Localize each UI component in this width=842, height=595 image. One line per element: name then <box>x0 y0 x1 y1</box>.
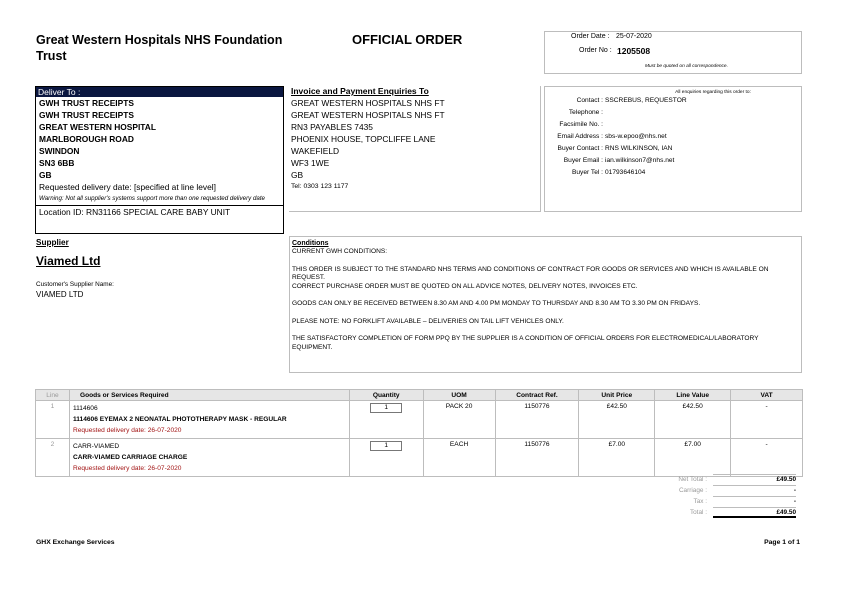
deliver-line: GREAT WESTERN HOSPITAL <box>39 122 156 132</box>
item-description: CARR-VIAMED CARRIAGE CHARGE <box>72 454 188 461</box>
requested-delivery-date: Requested delivery date: [specified at line level] <box>39 182 216 192</box>
line-number: 1 <box>36 401 70 439</box>
order-lines-table <box>35 389 803 477</box>
contract-ref-value: 1150776 <box>495 401 579 439</box>
col-header-vat: VAT <box>731 390 803 401</box>
col-header-contract-ref: Contract Ref. <box>495 390 579 401</box>
invoice-header: Invoice and Payment Enquiries To <box>291 86 429 96</box>
contact-value: ian.wilkinson7@nhs.net <box>605 157 675 164</box>
invoice-line: PHOENIX HOUSE, TOPCLIFFE LANE <box>291 134 436 144</box>
contact-intro: All enquiries regarding this order to: <box>675 90 751 95</box>
invoice-telephone: Tel: 0303 123 1177 <box>291 183 349 190</box>
conditions-paragraph: THE SATISFACTORY COMPLETION OF FORM PPQ BY THE SUPPLIER IS A CONDITION OF OFFICIAL ORDERS FOR ELECTROMEDICAL/LABORATORY EQUIPMENT. <box>292 335 759 351</box>
supplier-name: Viamed Ltd <box>36 254 101 268</box>
order-no-value: 1205508 <box>617 46 651 56</box>
deliver-line: GB <box>39 170 52 180</box>
table-row <box>36 439 803 477</box>
invoice-line: WF3 1WE <box>291 158 330 168</box>
quote-note: Must be quoted on all correspondence. <box>645 64 728 69</box>
col-header-goods: Goods or Services Required <box>69 390 349 401</box>
carriage-value: - <box>713 485 796 496</box>
order-date-value: 25-07-2020 <box>616 33 652 40</box>
invoice-line: GB <box>291 170 304 180</box>
customer-supplier-label: Customer's Supplier Name: <box>36 281 114 288</box>
invoice-line: GREAT WESTERN HOSPITALS NHS FT <box>291 110 445 120</box>
supplier-header: Supplier <box>36 238 69 247</box>
carriage-label: Carriage : <box>678 487 707 494</box>
contact-row <box>545 95 801 107</box>
total-label: Total : <box>689 509 707 516</box>
totals-row-tax <box>560 496 802 507</box>
deliver-line: SWINDON <box>39 146 80 156</box>
contact-box <box>544 86 802 212</box>
conditions-header: Conditions <box>292 240 329 247</box>
net-total-value: £49.50 <box>713 474 796 485</box>
conditions-box <box>289 236 802 373</box>
net-total-label: Net Total : <box>678 476 707 483</box>
deliver-line: MARLBOROUGH ROAD <box>39 134 134 144</box>
col-header-quantity: Quantity <box>349 390 423 401</box>
location-id: Location ID: RN31166 SPECIAL CARE BABY UNIT <box>36 205 283 218</box>
conditions-paragraph: GOODS CAN ONLY BE RECEIVED BETWEEN 8.30 AM AND 4.00 PM MONDAY TO THURSDAY AND 8.30 AM TO 3.30 PM ON FRIDAYS. <box>292 300 701 307</box>
table-row <box>36 401 803 439</box>
item-requested-date: Requested delivery date: 26-07-2020 <box>72 427 182 434</box>
invoice-line: RN3 PAYABLES 7435 <box>291 122 373 132</box>
organisation-name: Great Western Hospitals NHS Foundation Trust <box>36 33 283 63</box>
deliver-line: SN3 6BB <box>39 158 75 168</box>
invoice-line: GREAT WESTERN HOSPITALS NHS FT <box>291 98 445 108</box>
contact-label: Telephone : <box>568 109 603 116</box>
deliver-to-header: Deliver To : <box>36 87 283 97</box>
contact-label: Buyer Tel : <box>571 169 603 176</box>
tax-value: - <box>713 496 796 507</box>
contact-row <box>545 143 801 155</box>
quantity-value: 1 <box>370 441 402 451</box>
line-value: £42.50 <box>655 401 731 439</box>
contact-row <box>545 119 801 131</box>
contact-value: 01793646104 <box>605 169 646 176</box>
uom-value: PACK 20 <box>423 401 495 439</box>
goods-cell <box>69 401 349 439</box>
contact-value: SSCREBUS, REQUESTOR <box>605 97 687 104</box>
quantity-cell <box>349 439 423 477</box>
item-description: 1114606 EYEMAX 2 NEONATAL PHOTOTHERAPY MASK - REGULAR <box>72 416 287 423</box>
deliver-to-box <box>35 86 284 234</box>
uom-value: EACH <box>423 439 495 477</box>
contact-label: Buyer Contact : <box>557 145 603 152</box>
delivery-warning: Warning: Not all supplier's systems support more than one requested delivery date <box>39 195 265 202</box>
contact-label: Email Address : <box>557 133 603 140</box>
tax-label: Tax : <box>693 498 707 505</box>
item-requested-date: Requested delivery date: 26-07-2020 <box>72 465 182 472</box>
deliver-line: GWH TRUST RECEIPTS <box>39 98 134 108</box>
order-info-box <box>544 31 802 74</box>
vat-value: - <box>731 439 803 477</box>
contact-label: Contact : <box>576 97 603 104</box>
conditions-paragraph: PLEASE NOTE: NO FORKLIFT AVAILABLE – DELIVERIES ON TAIL LIFT VEHICLES ONLY. <box>292 317 564 325</box>
conditions-paragraph: THIS ORDER IS SUBJECT TO THE STANDARD NHS TERMS AND CONDITIONS OF CONTRACT FOR GOODS OR SERVICES AND WHICH IS AVAILABLE ON REQUEST. CORRECT PURCHASE ORDER MUST BE QUOTED ON ALL ADVICE NOTES, DELIVERY NOTES, INVOICES ETC. <box>292 265 769 290</box>
deliver-line: GWH TRUST RECEIPTS <box>39 110 134 120</box>
totals-row-carriage <box>560 485 802 496</box>
contact-label: Facsimile No. : <box>559 121 603 128</box>
total-value: £49.50 <box>713 507 796 518</box>
line-value: £7.00 <box>655 439 731 477</box>
totals-block <box>560 474 802 518</box>
col-header-line-value: Line Value <box>655 390 731 401</box>
invoice-line: WAKEFIELD <box>291 146 340 156</box>
item-code: CARR-VIAMED <box>72 443 120 450</box>
unit-price-value: £42.50 <box>579 401 655 439</box>
page-number: Page 1 of 1 <box>764 539 800 546</box>
quantity-value: 1 <box>370 403 402 413</box>
goods-cell <box>69 439 349 477</box>
unit-price-value: £7.00 <box>579 439 655 477</box>
order-date-label: Order Date : <box>571 33 610 40</box>
col-header-unit-price: Unit Price <box>579 390 655 401</box>
contact-value: sbs-w.epoo@nhs.net <box>605 133 667 140</box>
contact-row <box>545 155 801 167</box>
contact-row <box>545 107 801 119</box>
contact-value: RNS WILKINSON, IAN <box>605 145 673 152</box>
table-header-row <box>36 390 803 401</box>
item-code: 1114606 <box>72 405 98 412</box>
vat-value: - <box>731 401 803 439</box>
contact-row <box>545 131 801 143</box>
order-no-label: Order No : <box>579 47 612 54</box>
contract-ref-value: 1150776 <box>495 439 579 477</box>
totals-row-net <box>560 474 802 485</box>
line-number: 2 <box>36 439 70 477</box>
col-header-uom: UOM <box>423 390 495 401</box>
quantity-cell <box>349 401 423 439</box>
document-title: OFFICIAL ORDER <box>352 32 463 47</box>
contact-row <box>545 167 801 179</box>
invoice-box <box>289 86 541 212</box>
customer-supplier-name: VIAMED LTD <box>36 290 84 299</box>
totals-row-total <box>560 507 802 518</box>
contact-label: Buyer Email : <box>563 157 603 164</box>
col-header-line: Line <box>36 390 70 401</box>
conditions-paragraph: CURRENT GWH CONDITIONS: <box>292 248 388 255</box>
footer-service-name: GHX Exchange Services <box>36 539 115 546</box>
